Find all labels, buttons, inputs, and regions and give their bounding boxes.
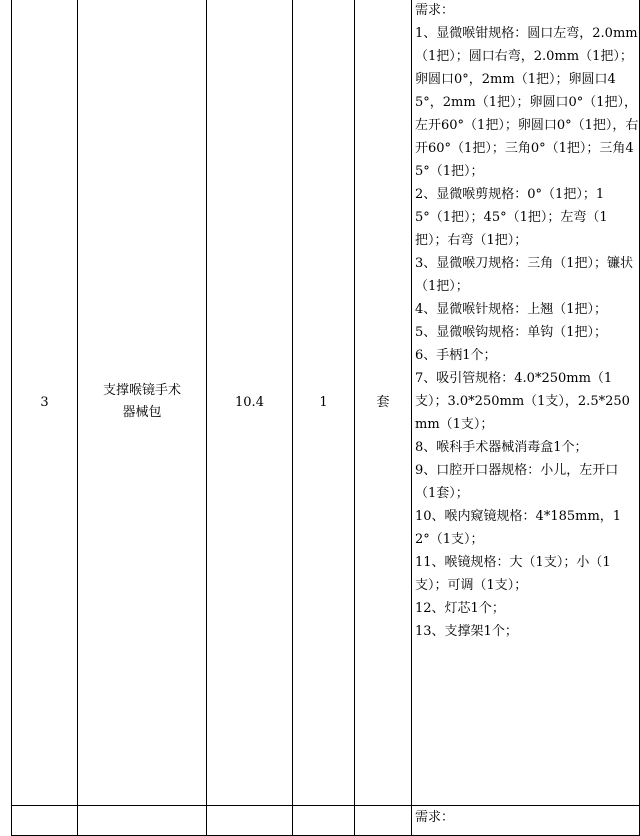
item-unit-cell: 套 (355, 0, 412, 806)
requirement-item: 12、灯芯1个； (415, 601, 505, 616)
table-row-partial (12, 806, 640, 836)
requirements-cell (412, 0, 640, 806)
requirement-item: 5、显微喉钩规格：单钩（1把）； (415, 325, 608, 340)
item-number-cell: 3 (12, 0, 78, 806)
requirements-heading: 需求： (415, 3, 455, 18)
requirement-item: 2、显微喉剪规格：0°（1把）；15°（1把）；45°（1把）；左弯（1把）；右弯（1把）； (415, 187, 608, 248)
requirement-item: 4、显微喉针规格：上翘（1把）； (415, 302, 608, 317)
requirement-item: 7、吸引管规格：4.0*250mm（1支）；3.0*250mm（1支），2.5*250mm（1支）； (415, 371, 630, 432)
requirement-item: 1、显微喉钳规格：圆口左弯，2.0mm（1把）；圆口右弯，2.0mm（1把）；卵圆口0°，2mm（1把）；卵圆口45°，2mm（1把）；卵圆口0°（1把），左开60°（1把）；卵圆口0°（1把），右开60°（1把）；三角0°（1把）；三角45°（1把）； (415, 26, 639, 179)
item-name: 支撑喉镜手术器械包 (102, 383, 181, 420)
requirements-cell-next (412, 806, 640, 836)
requirement-item: 11、喉镜规格：大（1支）；小（1支）；可调（1支）； (415, 555, 611, 593)
requirement-item: 3、显微喉刀规格：三角（1把）；镰状（1把）； (415, 256, 634, 294)
requirement-item: 10、喉内窥镜规格：4*185mm，12°（1支）； (415, 509, 622, 547)
item-name-cell (78, 0, 207, 806)
requirement-item: 8、喉科手术器械消毒盒1个； (415, 440, 588, 455)
item-quantity-cell: 1 (293, 0, 355, 806)
requirements-heading-next: 需求： (415, 810, 455, 825)
table-row (12, 0, 640, 806)
requirement-item: 13、支撑架1个； (415, 624, 518, 639)
equipment-spec-table (11, 0, 640, 836)
requirement-item: 9、口腔开口器规格：小儿，左开口（1套）； (415, 463, 619, 501)
requirement-item: 6、手柄1个； (415, 348, 497, 363)
item-price-cell: 10.4 (207, 0, 293, 806)
